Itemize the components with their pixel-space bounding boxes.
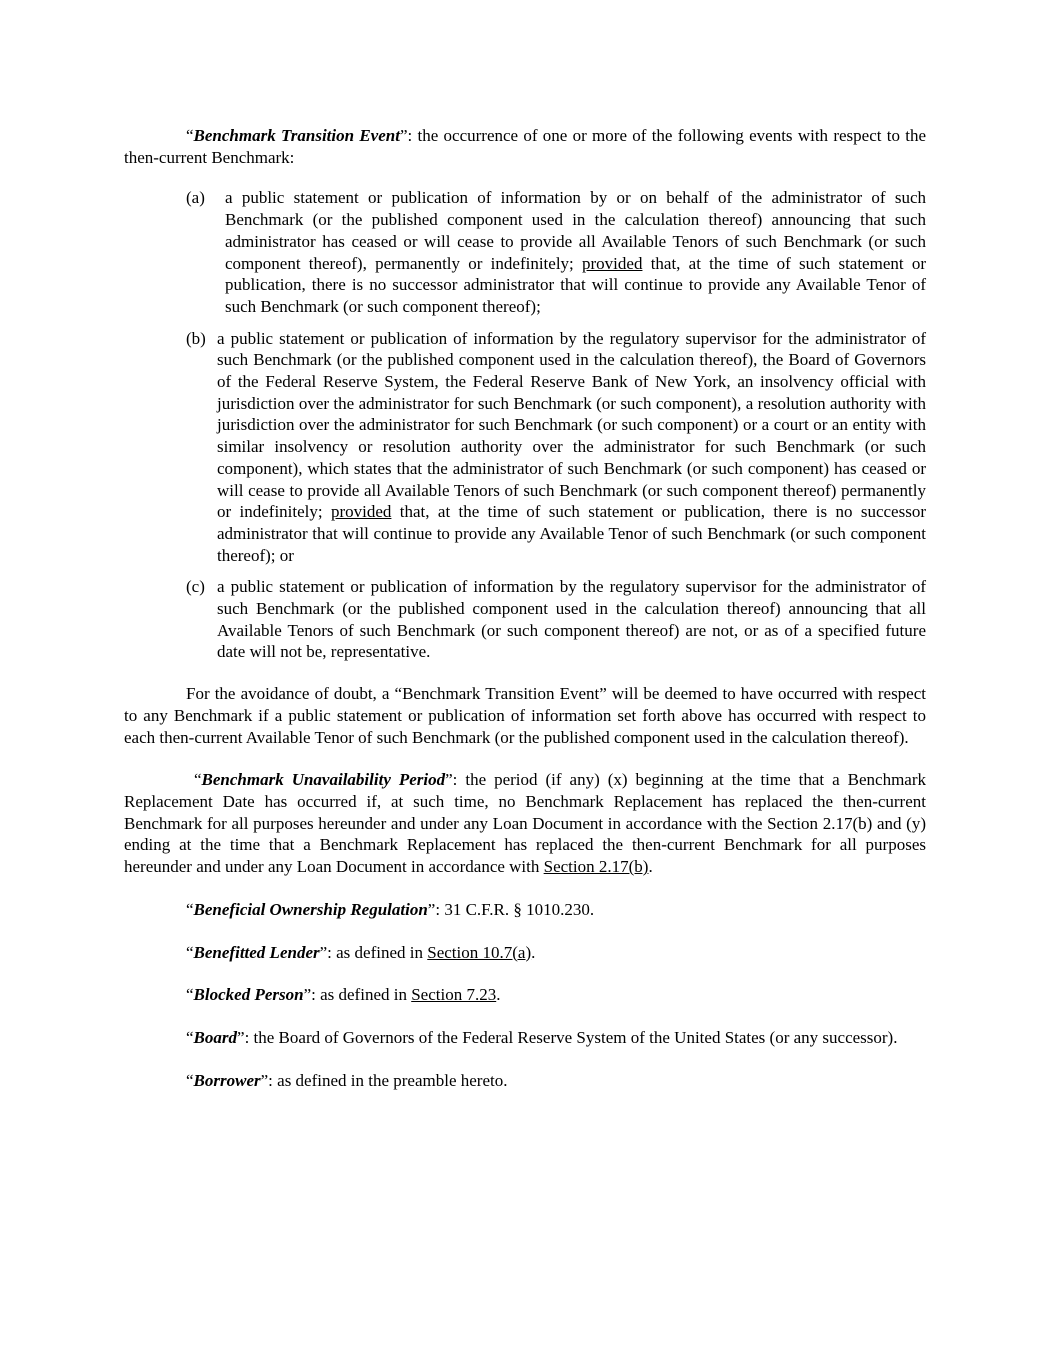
open-quote: “ xyxy=(186,1027,194,1047)
definition-end: . xyxy=(496,985,501,1005)
list-text-continued: that, at the time of such statement or publication, there is no successor administrator that will continue to provide any Available Tenor of such Benchmark (or such component thereof); or xyxy=(217,502,926,565)
definition-text: : the period (if any) (x) beginning at the time that a Benchmark Replacement Date has occurred if, at such time, no Benchmark Replacement has replaced the then-current Benchmark for all purposes hereunder and under any Loan Document in accordance with the Section 2.17(b) and (y) ending at the time that a Benchmark Replacement has replaced the then-current Benchmark for all purposes hereunder and under any Loan Document in accordance with xyxy=(124,770,926,877)
underlined-term: provided xyxy=(582,253,643,273)
defined-term: Benchmark Transition Event xyxy=(193,126,400,145)
definition-board xyxy=(124,1027,926,1049)
definition-text: : as defined in xyxy=(327,942,428,962)
close-quote: ” xyxy=(445,770,453,790)
defined-term: Benefitted Lender xyxy=(193,942,320,962)
list-item-c xyxy=(186,576,926,663)
definition-benefitted-lender xyxy=(124,942,926,964)
close-quote: ” xyxy=(260,1070,269,1090)
close-quote: ” xyxy=(319,942,328,962)
defined-term: Benchmark Unavailability Period xyxy=(201,770,446,790)
definition-end: . xyxy=(648,857,653,877)
close-quote: ” xyxy=(427,899,436,919)
open-quote: “ xyxy=(186,1070,194,1090)
section-reference: Section 7.23 xyxy=(411,985,497,1005)
definition-text: : as defined in xyxy=(311,985,412,1005)
list-item-b xyxy=(186,328,926,567)
definition-benchmark-transition-event xyxy=(124,125,926,168)
definition-borrower xyxy=(124,1070,926,1092)
defined-term: Beneficial Ownership Regulation xyxy=(193,899,428,919)
close-quote: ” xyxy=(303,985,312,1005)
open-quote: “ xyxy=(194,770,202,790)
document-page xyxy=(124,125,926,1091)
close-quote: ” xyxy=(237,1027,245,1047)
list-label: (a) xyxy=(186,188,205,208)
avoidance-of-doubt-paragraph: For the avoidance of doubt, a “Benchmark Transition Event” will be deemed to have occurred with respect to any Benchmark if a public statement or publication of information set forth above has occurred with respect to each then-current Available Tenor of such Benchmark (or the published component used in the calculation thereof). xyxy=(124,684,926,747)
definition-text: : 31 C.F.R. § 1010.230. xyxy=(435,899,595,919)
underlined-term: provided xyxy=(330,502,392,522)
open-quote: “ xyxy=(186,985,194,1005)
open-quote: “ xyxy=(186,942,194,962)
definition-text: : the occurrence of one or more of the following events with respect to the then-current Benchmark: xyxy=(124,126,926,167)
defined-term: Blocked Person xyxy=(193,985,304,1005)
list-text: a public statement or publication of information by or on behalf of the administrator of such Benchmark (or the published component used in the calculation thereof) announcing that such administrator has ceased or will cease to provide all Available Tenors of such Benchmark (or such component thereof), permanently or indefinitely; xyxy=(225,188,926,273)
list-label: (b) xyxy=(186,328,206,348)
section-reference: Section 2.17(b) xyxy=(543,857,649,877)
definition-benchmark-unavailability-period xyxy=(124,769,926,878)
open-quote: “ xyxy=(186,899,194,919)
list-text-continued: that, at the time of such statement or publication, there is no successor administrator that will continue to provide any Available Tenor of such Benchmark (or such component thereof); xyxy=(225,253,926,316)
definition-beneficial-ownership-regulation xyxy=(124,899,926,921)
defined-term: Borrower xyxy=(193,1070,261,1090)
close-quote: ” xyxy=(399,126,408,145)
defined-term: Board xyxy=(193,1027,238,1047)
section-reference: Section 10.7(a) xyxy=(427,942,532,962)
definition-text: : as defined in the preamble hereto. xyxy=(268,1070,508,1090)
list-item-a xyxy=(186,187,926,317)
list-text: a public statement or publication of information by the regulatory supervisor for the administrator of such Benchmark (or the published component used in the calculation thereof) announcing that all Available Tenors of such Benchmark (or such component thereof) are not, or as of a specified future date will not be, representative. xyxy=(217,577,926,662)
definition-end: . xyxy=(531,942,536,962)
list-text: a public statement or publication of information by the regulatory supervisor for the administrator of such Benchmark (or the published component used in the calculation thereof), the Board of Governors of the Federal Reserve System, the Federal Reserve Bank of New York, an insolvency official with jurisdiction over the administrator for such Benchmark (or such component), a resolution authority with jurisdiction over the administrator for such Benchmark (or such component) or a court or an entity with similar insolvency or resolution authority over the administrator for such Benchmark (or such component), which states that the administrator of such Benchmark (or such component) has ceased or will cease to provide all Available Tenors of such Benchmark (or such component thereof) permanently or indefinitely; xyxy=(217,328,926,522)
definition-text: : the Board of Governors of the Federal Reserve System of the United States (or any successor). xyxy=(244,1027,898,1047)
definition-blocked-person xyxy=(124,984,926,1006)
list-label: (c) xyxy=(186,577,205,597)
open-quote: “ xyxy=(186,126,194,145)
